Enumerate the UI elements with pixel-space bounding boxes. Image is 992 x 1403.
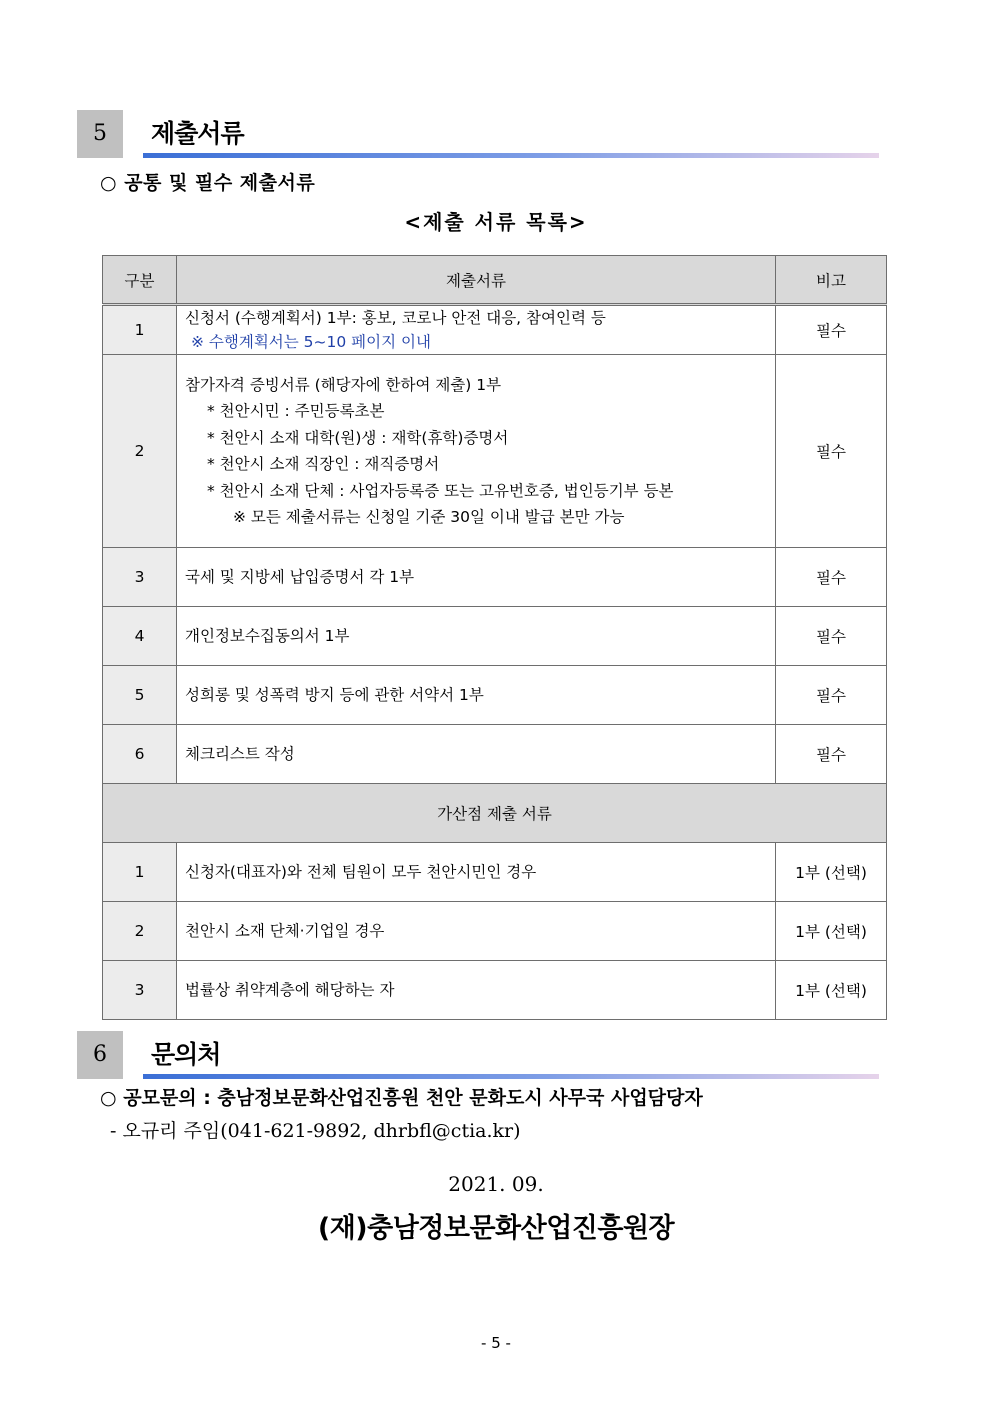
row-remark: 필수 bbox=[776, 305, 887, 355]
row-text: 천안시 소재 단체·기업일 경우 bbox=[177, 902, 776, 961]
table-row bbox=[103, 843, 887, 902]
row-number: 2 bbox=[103, 902, 177, 961]
row-remark: 필수 bbox=[776, 355, 887, 548]
table-row bbox=[103, 607, 887, 666]
extra-header-row bbox=[103, 784, 887, 843]
row-line: * 천안시 소재 직장인 : 재직증명서 bbox=[207, 455, 440, 473]
header-category: 구분 bbox=[103, 256, 177, 305]
table-caption: <제출 서류 목록> bbox=[404, 210, 588, 234]
table-row bbox=[103, 305, 887, 355]
header-remark: 비고 bbox=[776, 256, 887, 305]
row-text: 개인정보수집동의서 1부 bbox=[177, 607, 776, 666]
row-remark: 1부 (선택) bbox=[776, 961, 887, 1020]
row-text: 신청자(대표자)와 전체 팀원이 모두 천안시민인 경우 bbox=[177, 843, 776, 902]
row-line: ※ 모든 제출서류는 신청일 기준 30일 이내 발급 본만 가능 bbox=[233, 508, 625, 526]
section-title: 문의처 bbox=[151, 1040, 221, 1069]
table-row bbox=[103, 961, 887, 1020]
row-text: 국세 및 지방세 납입증명서 각 1부 bbox=[177, 548, 776, 607]
page-number: - 5 - bbox=[481, 1334, 511, 1352]
row-line: 참가자격 증빙서류 (해당자에 한하여 제출) 1부 bbox=[185, 375, 502, 394]
extra-points-header: 가산점 제출 서류 bbox=[103, 784, 887, 843]
row-remark: 필수 bbox=[776, 607, 887, 666]
row-number: 6 bbox=[103, 725, 177, 784]
header-documents: 제출서류 bbox=[177, 256, 776, 305]
row-remark: 필수 bbox=[776, 666, 887, 725]
documents-table bbox=[102, 255, 887, 1020]
row-text: 체크리스트 작성 bbox=[177, 725, 776, 784]
row-remark: 1부 (선택) bbox=[776, 843, 887, 902]
section-number: 5 bbox=[77, 110, 123, 158]
row-number: 2 bbox=[103, 355, 177, 548]
bullet-common-documents: ○ 공통 및 필수 제출서류 bbox=[100, 172, 316, 194]
table-row bbox=[103, 902, 887, 961]
table-header-row bbox=[103, 256, 887, 305]
issuing-organization: (재)충남정보문화산업진흥원장 bbox=[317, 1213, 675, 1244]
row-line: 신청서 (수행계획서) 1부: 홍보, 코로나 안전 대응, 참여인력 등 bbox=[185, 309, 606, 327]
row-remark: 필수 bbox=[776, 725, 887, 784]
row-line: * 천안시 소재 단체 : 사업자등록증 또는 고유번호증, 법인등기부 등본 bbox=[207, 481, 674, 500]
row-number: 1 bbox=[103, 305, 177, 355]
document-date: 2021. 09. bbox=[448, 1172, 544, 1196]
table-row bbox=[103, 548, 887, 607]
row-line: * 천안시 소재 대학(원)생 : 재학(휴학)증명서 bbox=[207, 428, 509, 447]
row-number: 3 bbox=[103, 961, 177, 1020]
section-header-6 bbox=[77, 1031, 879, 1079]
row-text: 법률상 취약계층에 해당하는 자 bbox=[177, 961, 776, 1020]
row-number: 5 bbox=[103, 666, 177, 725]
row-text bbox=[177, 355, 776, 548]
section-header-5 bbox=[77, 110, 879, 158]
table-row bbox=[103, 725, 887, 784]
section-title: 제출서류 bbox=[151, 119, 244, 148]
contact-inquiry: ○ 공모문의 : 충남정보문화산업진흥원 천안 문화도시 사무국 사업담당자 bbox=[100, 1087, 703, 1109]
row-number: 1 bbox=[103, 843, 177, 902]
section-underline bbox=[143, 1074, 879, 1079]
section-number: 6 bbox=[77, 1031, 123, 1079]
row-text bbox=[177, 305, 776, 355]
row-line: * 천안시민 : 주민등록초본 bbox=[207, 402, 385, 420]
table-row bbox=[103, 666, 887, 725]
row-text: 성희롱 및 성폭력 방지 등에 관한 서약서 1부 bbox=[177, 666, 776, 725]
row-number: 4 bbox=[103, 607, 177, 666]
row-note: ※ 수행계획서는 5~10 페이지 이내 bbox=[191, 333, 431, 351]
section-underline bbox=[143, 153, 879, 158]
row-remark: 1부 (선택) bbox=[776, 902, 887, 961]
table-row bbox=[103, 355, 887, 548]
row-remark: 필수 bbox=[776, 548, 887, 607]
contact-person: - 오규리 주임(041-621-9892, dhrbfl@ctia.kr) bbox=[110, 1120, 521, 1142]
row-number: 3 bbox=[103, 548, 177, 607]
